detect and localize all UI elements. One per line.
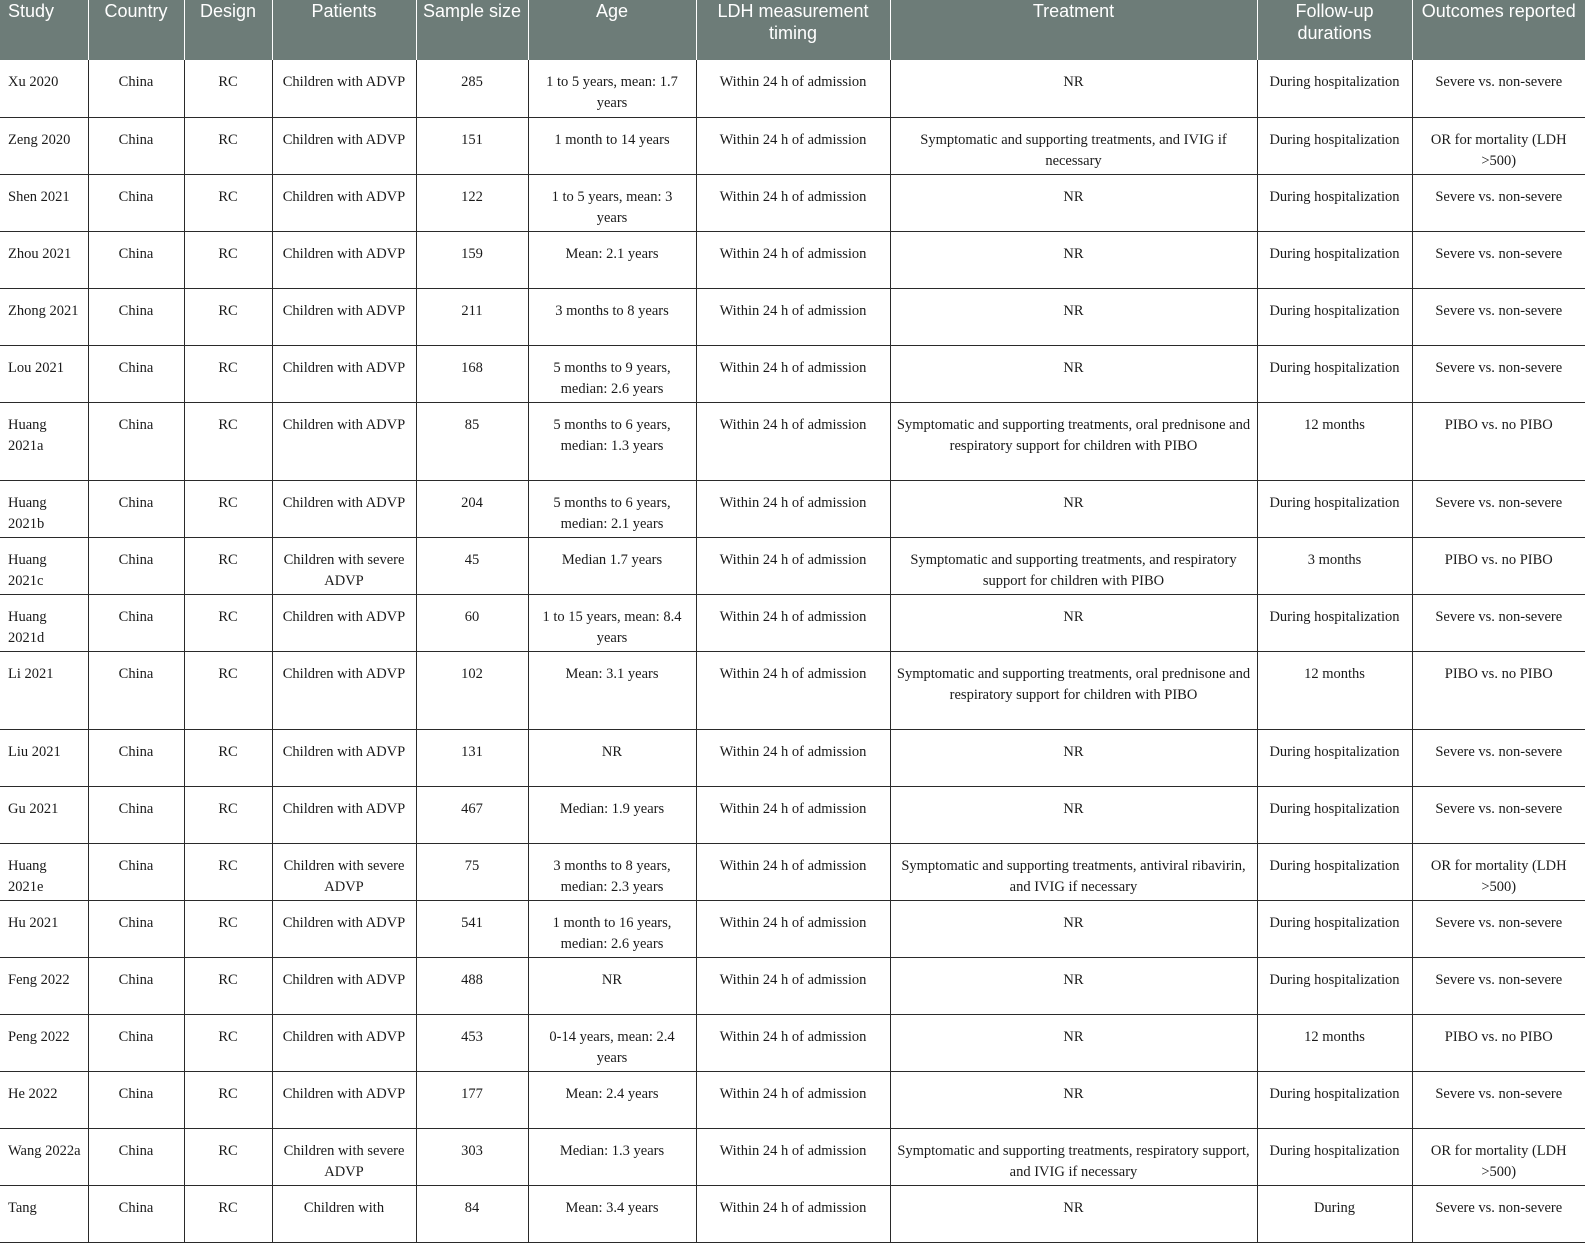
cell-design: RC [184, 1128, 272, 1185]
cell-outcomes: Severe vs. non-severe [1412, 288, 1585, 345]
cell-patients: Children with severe ADVP [272, 537, 416, 594]
header-design: Design [184, 0, 272, 60]
cell-study: Liu 2021 [0, 729, 88, 786]
cell-country: China [88, 117, 184, 174]
table-row [0, 900, 1585, 957]
table-row [0, 786, 1585, 843]
cell-treatment: NR [890, 729, 1257, 786]
cell-design: RC [184, 537, 272, 594]
cell-patients: Children with ADVP [272, 480, 416, 537]
cell-age: 3 months to 8 years, median: 2.3 years [528, 843, 696, 900]
cell-follow-up: During hospitalization [1257, 60, 1412, 117]
cell-country: China [88, 729, 184, 786]
cell-sample-size: 85 [416, 402, 528, 480]
cell-outcomes: Severe vs. non-severe [1412, 594, 1585, 651]
cell-patients: Children with ADVP [272, 174, 416, 231]
cell-design: RC [184, 117, 272, 174]
cell-design: RC [184, 651, 272, 729]
cell-ldh-timing: Within 24 h of admission [696, 1128, 890, 1185]
cell-treatment: NR [890, 480, 1257, 537]
cell-sample-size: 102 [416, 651, 528, 729]
cell-design: RC [184, 900, 272, 957]
header-country: Country [88, 0, 184, 60]
cell-design: RC [184, 729, 272, 786]
cell-patients: Children with ADVP [272, 345, 416, 402]
table-row [0, 60, 1585, 117]
cell-follow-up: 12 months [1257, 1014, 1412, 1071]
cell-design: RC [184, 1071, 272, 1128]
cell-outcomes: PIBO vs. no PIBO [1412, 1014, 1585, 1071]
cell-ldh-timing: Within 24 h of admission [696, 1071, 890, 1128]
cell-age: 1 month to 16 years, median: 2.6 years [528, 900, 696, 957]
cell-country: China [88, 288, 184, 345]
cell-ldh-timing: Within 24 h of admission [696, 174, 890, 231]
header-age: Age [528, 0, 696, 60]
table-row [0, 345, 1585, 402]
cell-treatment: NR [890, 786, 1257, 843]
cell-patients: Children with severe ADVP [272, 1128, 416, 1185]
cell-ldh-timing: Within 24 h of admission [696, 1185, 890, 1242]
cell-treatment: NR [890, 957, 1257, 1014]
cell-study: Huang 2021b [0, 480, 88, 537]
cell-design: RC [184, 1014, 272, 1071]
cell-outcomes: PIBO vs. no PIBO [1412, 537, 1585, 594]
cell-country: China [88, 402, 184, 480]
cell-outcomes: Severe vs. non-severe [1412, 60, 1585, 117]
cell-sample-size: 541 [416, 900, 528, 957]
cell-follow-up: During hospitalization [1257, 174, 1412, 231]
cell-design: RC [184, 957, 272, 1014]
cell-age: Median: 1.3 years [528, 1128, 696, 1185]
cell-design: RC [184, 1185, 272, 1242]
cell-patients: Children with ADVP [272, 117, 416, 174]
cell-follow-up: During hospitalization [1257, 957, 1412, 1014]
cell-patients: Children with severe ADVP [272, 843, 416, 900]
cell-ldh-timing: Within 24 h of admission [696, 786, 890, 843]
cell-study: Zhong 2021 [0, 288, 88, 345]
cell-follow-up: 12 months [1257, 651, 1412, 729]
cell-age: 1 to 15 years, mean: 8.4 years [528, 594, 696, 651]
header-sample-size: Sample size [416, 0, 528, 60]
table-row [0, 117, 1585, 174]
cell-sample-size: 131 [416, 729, 528, 786]
table-row [0, 1014, 1585, 1071]
cell-outcomes: Severe vs. non-severe [1412, 957, 1585, 1014]
cell-age: 0-14 years, mean: 2.4 years [528, 1014, 696, 1071]
table-row [0, 288, 1585, 345]
cell-country: China [88, 231, 184, 288]
cell-study: Li 2021 [0, 651, 88, 729]
cell-follow-up: During hospitalization [1257, 1128, 1412, 1185]
cell-study: Huang 2021d [0, 594, 88, 651]
cell-ldh-timing: Within 24 h of admission [696, 651, 890, 729]
cell-patients: Children with [272, 1185, 416, 1242]
cell-sample-size: 84 [416, 1185, 528, 1242]
cell-follow-up: During hospitalization [1257, 117, 1412, 174]
cell-sample-size: 75 [416, 843, 528, 900]
cell-patients: Children with ADVP [272, 402, 416, 480]
table-row [0, 231, 1585, 288]
cell-study: Peng 2022 [0, 1014, 88, 1071]
cell-outcomes: PIBO vs. no PIBO [1412, 651, 1585, 729]
cell-follow-up: During [1257, 1185, 1412, 1242]
cell-outcomes: OR for mortality (LDH >500) [1412, 117, 1585, 174]
cell-treatment: NR [890, 1071, 1257, 1128]
cell-treatment: NR [890, 900, 1257, 957]
cell-country: China [88, 480, 184, 537]
cell-outcomes: Severe vs. non-severe [1412, 345, 1585, 402]
cell-patients: Children with ADVP [272, 60, 416, 117]
cell-country: China [88, 537, 184, 594]
cell-study: Lou 2021 [0, 345, 88, 402]
header-outcomes: Outcomes reported [1412, 0, 1585, 60]
cell-age: Mean: 3.4 years [528, 1185, 696, 1242]
cell-ldh-timing: Within 24 h of admission [696, 231, 890, 288]
cell-age: 1 to 5 years, mean: 1.7 years [528, 60, 696, 117]
cell-age: Mean: 2.1 years [528, 231, 696, 288]
cell-treatment: Symptomatic and supporting treatments, respiratory support, and IVIG if necessary [890, 1128, 1257, 1185]
cell-sample-size: 488 [416, 957, 528, 1014]
cell-outcomes: Severe vs. non-severe [1412, 1071, 1585, 1128]
table-row [0, 174, 1585, 231]
cell-ldh-timing: Within 24 h of admission [696, 345, 890, 402]
table-row [0, 729, 1585, 786]
cell-patients: Children with ADVP [272, 594, 416, 651]
cell-follow-up: 3 months [1257, 537, 1412, 594]
cell-follow-up: During hospitalization [1257, 786, 1412, 843]
cell-patients: Children with ADVP [272, 231, 416, 288]
cell-sample-size: 285 [416, 60, 528, 117]
cell-sample-size: 204 [416, 480, 528, 537]
cell-study: Xu 2020 [0, 60, 88, 117]
cell-country: China [88, 1185, 184, 1242]
cell-age: Median: 1.9 years [528, 786, 696, 843]
cell-follow-up: During hospitalization [1257, 345, 1412, 402]
cell-follow-up: During hospitalization [1257, 480, 1412, 537]
cell-sample-size: 159 [416, 231, 528, 288]
cell-treatment: NR [890, 1185, 1257, 1242]
cell-treatment: NR [890, 345, 1257, 402]
cell-ldh-timing: Within 24 h of admission [696, 1014, 890, 1071]
cell-ldh-timing: Within 24 h of admission [696, 60, 890, 117]
cell-age: Mean: 3.1 years [528, 651, 696, 729]
cell-treatment: NR [890, 60, 1257, 117]
cell-design: RC [184, 288, 272, 345]
cell-design: RC [184, 231, 272, 288]
cell-patients: Children with ADVP [272, 900, 416, 957]
cell-ldh-timing: Within 24 h of admission [696, 480, 890, 537]
cell-follow-up: During hospitalization [1257, 900, 1412, 957]
cell-patients: Children with ADVP [272, 729, 416, 786]
table-row [0, 1185, 1585, 1242]
cell-outcomes: OR for mortality (LDH >500) [1412, 1128, 1585, 1185]
table-row [0, 537, 1585, 594]
cell-age: 3 months to 8 years [528, 288, 696, 345]
cell-design: RC [184, 345, 272, 402]
cell-study: Zeng 2020 [0, 117, 88, 174]
cell-study: Wang 2022a [0, 1128, 88, 1185]
table-row [0, 480, 1585, 537]
cell-sample-size: 303 [416, 1128, 528, 1185]
cell-ldh-timing: Within 24 h of admission [696, 729, 890, 786]
cell-study: Huang 2021a [0, 402, 88, 480]
cell-outcomes: OR for mortality (LDH >500) [1412, 843, 1585, 900]
cell-age: Median 1.7 years [528, 537, 696, 594]
cell-ldh-timing: Within 24 h of admission [696, 957, 890, 1014]
cell-country: China [88, 651, 184, 729]
cell-age: 5 months to 9 years, median: 2.6 years [528, 345, 696, 402]
cell-follow-up: During hospitalization [1257, 288, 1412, 345]
cell-treatment: NR [890, 594, 1257, 651]
cell-country: China [88, 345, 184, 402]
cell-design: RC [184, 402, 272, 480]
cell-outcomes: Severe vs. non-severe [1412, 786, 1585, 843]
cell-treatment: NR [890, 288, 1257, 345]
cell-follow-up: During hospitalization [1257, 729, 1412, 786]
cell-ldh-timing: Within 24 h of admission [696, 900, 890, 957]
cell-sample-size: 45 [416, 537, 528, 594]
cell-country: China [88, 957, 184, 1014]
cell-ldh-timing: Within 24 h of admission [696, 843, 890, 900]
table-row [0, 402, 1585, 480]
cell-design: RC [184, 843, 272, 900]
cell-treatment: Symptomatic and supporting treatments, and respiratory support for children with PIBO [890, 537, 1257, 594]
cell-study: Shen 2021 [0, 174, 88, 231]
cell-country: China [88, 1128, 184, 1185]
table-row [0, 594, 1585, 651]
cell-country: China [88, 900, 184, 957]
cell-ldh-timing: Within 24 h of admission [696, 402, 890, 480]
cell-study: Hu 2021 [0, 900, 88, 957]
cell-ldh-timing: Within 24 h of admission [696, 288, 890, 345]
header-row [0, 0, 1585, 60]
cell-country: China [88, 843, 184, 900]
cell-outcomes: Severe vs. non-severe [1412, 480, 1585, 537]
cell-follow-up: During hospitalization [1257, 594, 1412, 651]
cell-outcomes: Severe vs. non-severe [1412, 729, 1585, 786]
cell-sample-size: 467 [416, 786, 528, 843]
cell-sample-size: 177 [416, 1071, 528, 1128]
cell-patients: Children with ADVP [272, 651, 416, 729]
header-ldh-timing: LDH measurement timing [696, 0, 890, 60]
cell-outcomes: Severe vs. non-severe [1412, 900, 1585, 957]
cell-age: 1 month to 14 years [528, 117, 696, 174]
cell-sample-size: 453 [416, 1014, 528, 1071]
cell-sample-size: 168 [416, 345, 528, 402]
cell-study: Feng 2022 [0, 957, 88, 1014]
cell-treatment: Symptomatic and supporting treatments, and IVIG if necessary [890, 117, 1257, 174]
cell-follow-up: 12 months [1257, 402, 1412, 480]
cell-sample-size: 122 [416, 174, 528, 231]
cell-treatment: Symptomatic and supporting treatments, oral prednisone and respiratory support for children with PIBO [890, 402, 1257, 480]
cell-study: Huang 2021e [0, 843, 88, 900]
header-study: Study [0, 0, 88, 60]
header-patients: Patients [272, 0, 416, 60]
cell-age: NR [528, 729, 696, 786]
cell-ldh-timing: Within 24 h of admission [696, 117, 890, 174]
cell-patients: Children with ADVP [272, 1071, 416, 1128]
cell-age: 5 months to 6 years, median: 1.3 years [528, 402, 696, 480]
table-row [0, 957, 1585, 1014]
cell-design: RC [184, 174, 272, 231]
cell-outcomes: Severe vs. non-severe [1412, 1185, 1585, 1242]
cell-sample-size: 211 [416, 288, 528, 345]
header-follow-up: Follow-up durations [1257, 0, 1412, 60]
cell-age: NR [528, 957, 696, 1014]
cell-ldh-timing: Within 24 h of admission [696, 594, 890, 651]
table-row [0, 651, 1585, 729]
cell-patients: Children with ADVP [272, 786, 416, 843]
cell-country: China [88, 1014, 184, 1071]
cell-ldh-timing: Within 24 h of admission [696, 537, 890, 594]
cell-treatment: Symptomatic and supporting treatments, antiviral ribavirin, and IVIG if necessary [890, 843, 1257, 900]
cell-treatment: NR [890, 1014, 1257, 1071]
cell-design: RC [184, 60, 272, 117]
cell-patients: Children with ADVP [272, 957, 416, 1014]
cell-country: China [88, 1071, 184, 1128]
cell-treatment: NR [890, 174, 1257, 231]
cell-follow-up: During hospitalization [1257, 843, 1412, 900]
cell-patients: Children with ADVP [272, 288, 416, 345]
table-row [0, 843, 1585, 900]
cell-outcomes: Severe vs. non-severe [1412, 231, 1585, 288]
cell-country: China [88, 594, 184, 651]
cell-study: Tang [0, 1185, 88, 1242]
cell-study: Huang 2021c [0, 537, 88, 594]
cell-sample-size: 60 [416, 594, 528, 651]
cell-age: 5 months to 6 years, median: 2.1 years [528, 480, 696, 537]
table-row [0, 1128, 1585, 1185]
cell-follow-up: During hospitalization [1257, 231, 1412, 288]
header-treatment: Treatment [890, 0, 1257, 60]
cell-age: Mean: 2.4 years [528, 1071, 696, 1128]
cell-study: Gu 2021 [0, 786, 88, 843]
cell-sample-size: 151 [416, 117, 528, 174]
cell-design: RC [184, 786, 272, 843]
cell-age: 1 to 5 years, mean: 3 years [528, 174, 696, 231]
cell-follow-up: During hospitalization [1257, 1071, 1412, 1128]
cell-treatment: Symptomatic and supporting treatments, oral prednisone and respiratory support for children with PIBO [890, 651, 1257, 729]
table-row [0, 1071, 1585, 1128]
cell-outcomes: Severe vs. non-severe [1412, 174, 1585, 231]
cell-country: China [88, 60, 184, 117]
cell-outcomes: PIBO vs. no PIBO [1412, 402, 1585, 480]
cell-study: Zhou 2021 [0, 231, 88, 288]
cell-treatment: NR [890, 231, 1257, 288]
cell-country: China [88, 174, 184, 231]
cell-country: China [88, 786, 184, 843]
cell-patients: Children with ADVP [272, 1014, 416, 1071]
cell-design: RC [184, 480, 272, 537]
cell-study: He 2022 [0, 1071, 88, 1128]
cell-design: RC [184, 594, 272, 651]
